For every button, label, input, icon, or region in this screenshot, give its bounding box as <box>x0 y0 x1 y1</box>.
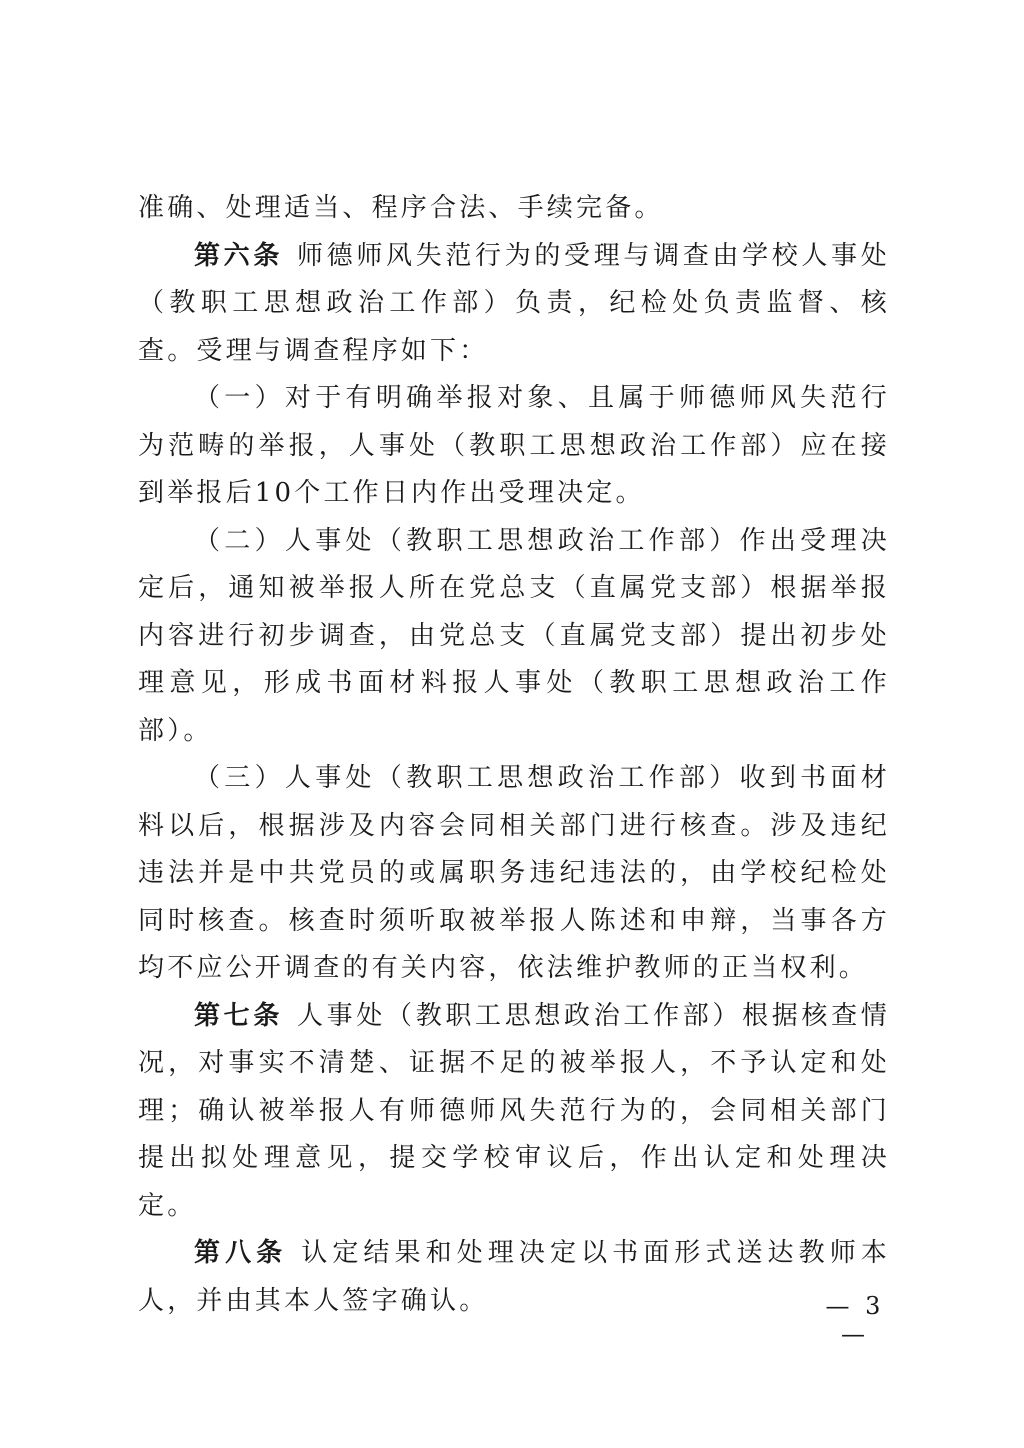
paragraph-text: （三）人事处（教职工思想政治工作部）收到书面材料以后，根据涉及内容会同相关部门进行核查。涉及违纪违法并是中共党员的或属职务违纪违法的，由学校纪检处同时核查。核查时须听取被举报人陈述和申辩，当事各方均不应公开调查的有关内容，依法维护教师的正当权利。 <box>138 763 890 983</box>
article-label: 第七条 <box>194 1000 284 1031</box>
clause-1 <box>138 375 890 518</box>
paragraph-text: （二）人事处（教职工思想政治工作部）作出受理决定后，通知被举报人所在党总支（直属党支部）根据举报内容进行初步调查，由党总支（直属党支部）提出初步处理意见，形成书面材料报人事处（教职工思想政治工作部）。 <box>138 525 890 746</box>
article-6 <box>138 233 890 376</box>
body-text <box>138 185 890 1325</box>
clause-3 <box>138 755 890 993</box>
article-8 <box>138 1230 890 1325</box>
article-7 <box>138 993 890 1231</box>
article-label: 第八条 <box>194 1238 288 1268</box>
clause-2 <box>138 518 890 756</box>
paragraph-text: 人事处（教职工思想政治工作部）根据核查情况，对事实不清楚、证据不足的被举报人，不予认定和处理；确认被举报人有师德师风失范行为的，会同相关部门提出拟处理意见，提交学校审议后，作出认定和处理决定。 <box>138 1000 890 1221</box>
paragraph-text: 师德师风失范行为的受理与调查由学校人事处（教职工思想政治工作部）负责，纪检处负责监督、核查。受理与调查程序如下： <box>138 240 890 366</box>
page-number: — 3 — <box>825 1292 885 1348</box>
paragraph-continuation <box>138 185 890 233</box>
paragraph-text: （一）对于有明确举报对象、且属于师德师风失范行为范畴的举报，人事处（教职工思想政治工作部）应在接到举报后10个工作日内作出受理决定。 <box>138 383 890 508</box>
paragraph-text: 认定结果和处理决定以书面形式送达教师本人，并由其本人签字确认。 <box>138 1238 890 1316</box>
article-label: 第六条 <box>194 240 284 271</box>
paragraph-text: 准确、处理适当、程序合法、手续完备。 <box>138 193 664 223</box>
